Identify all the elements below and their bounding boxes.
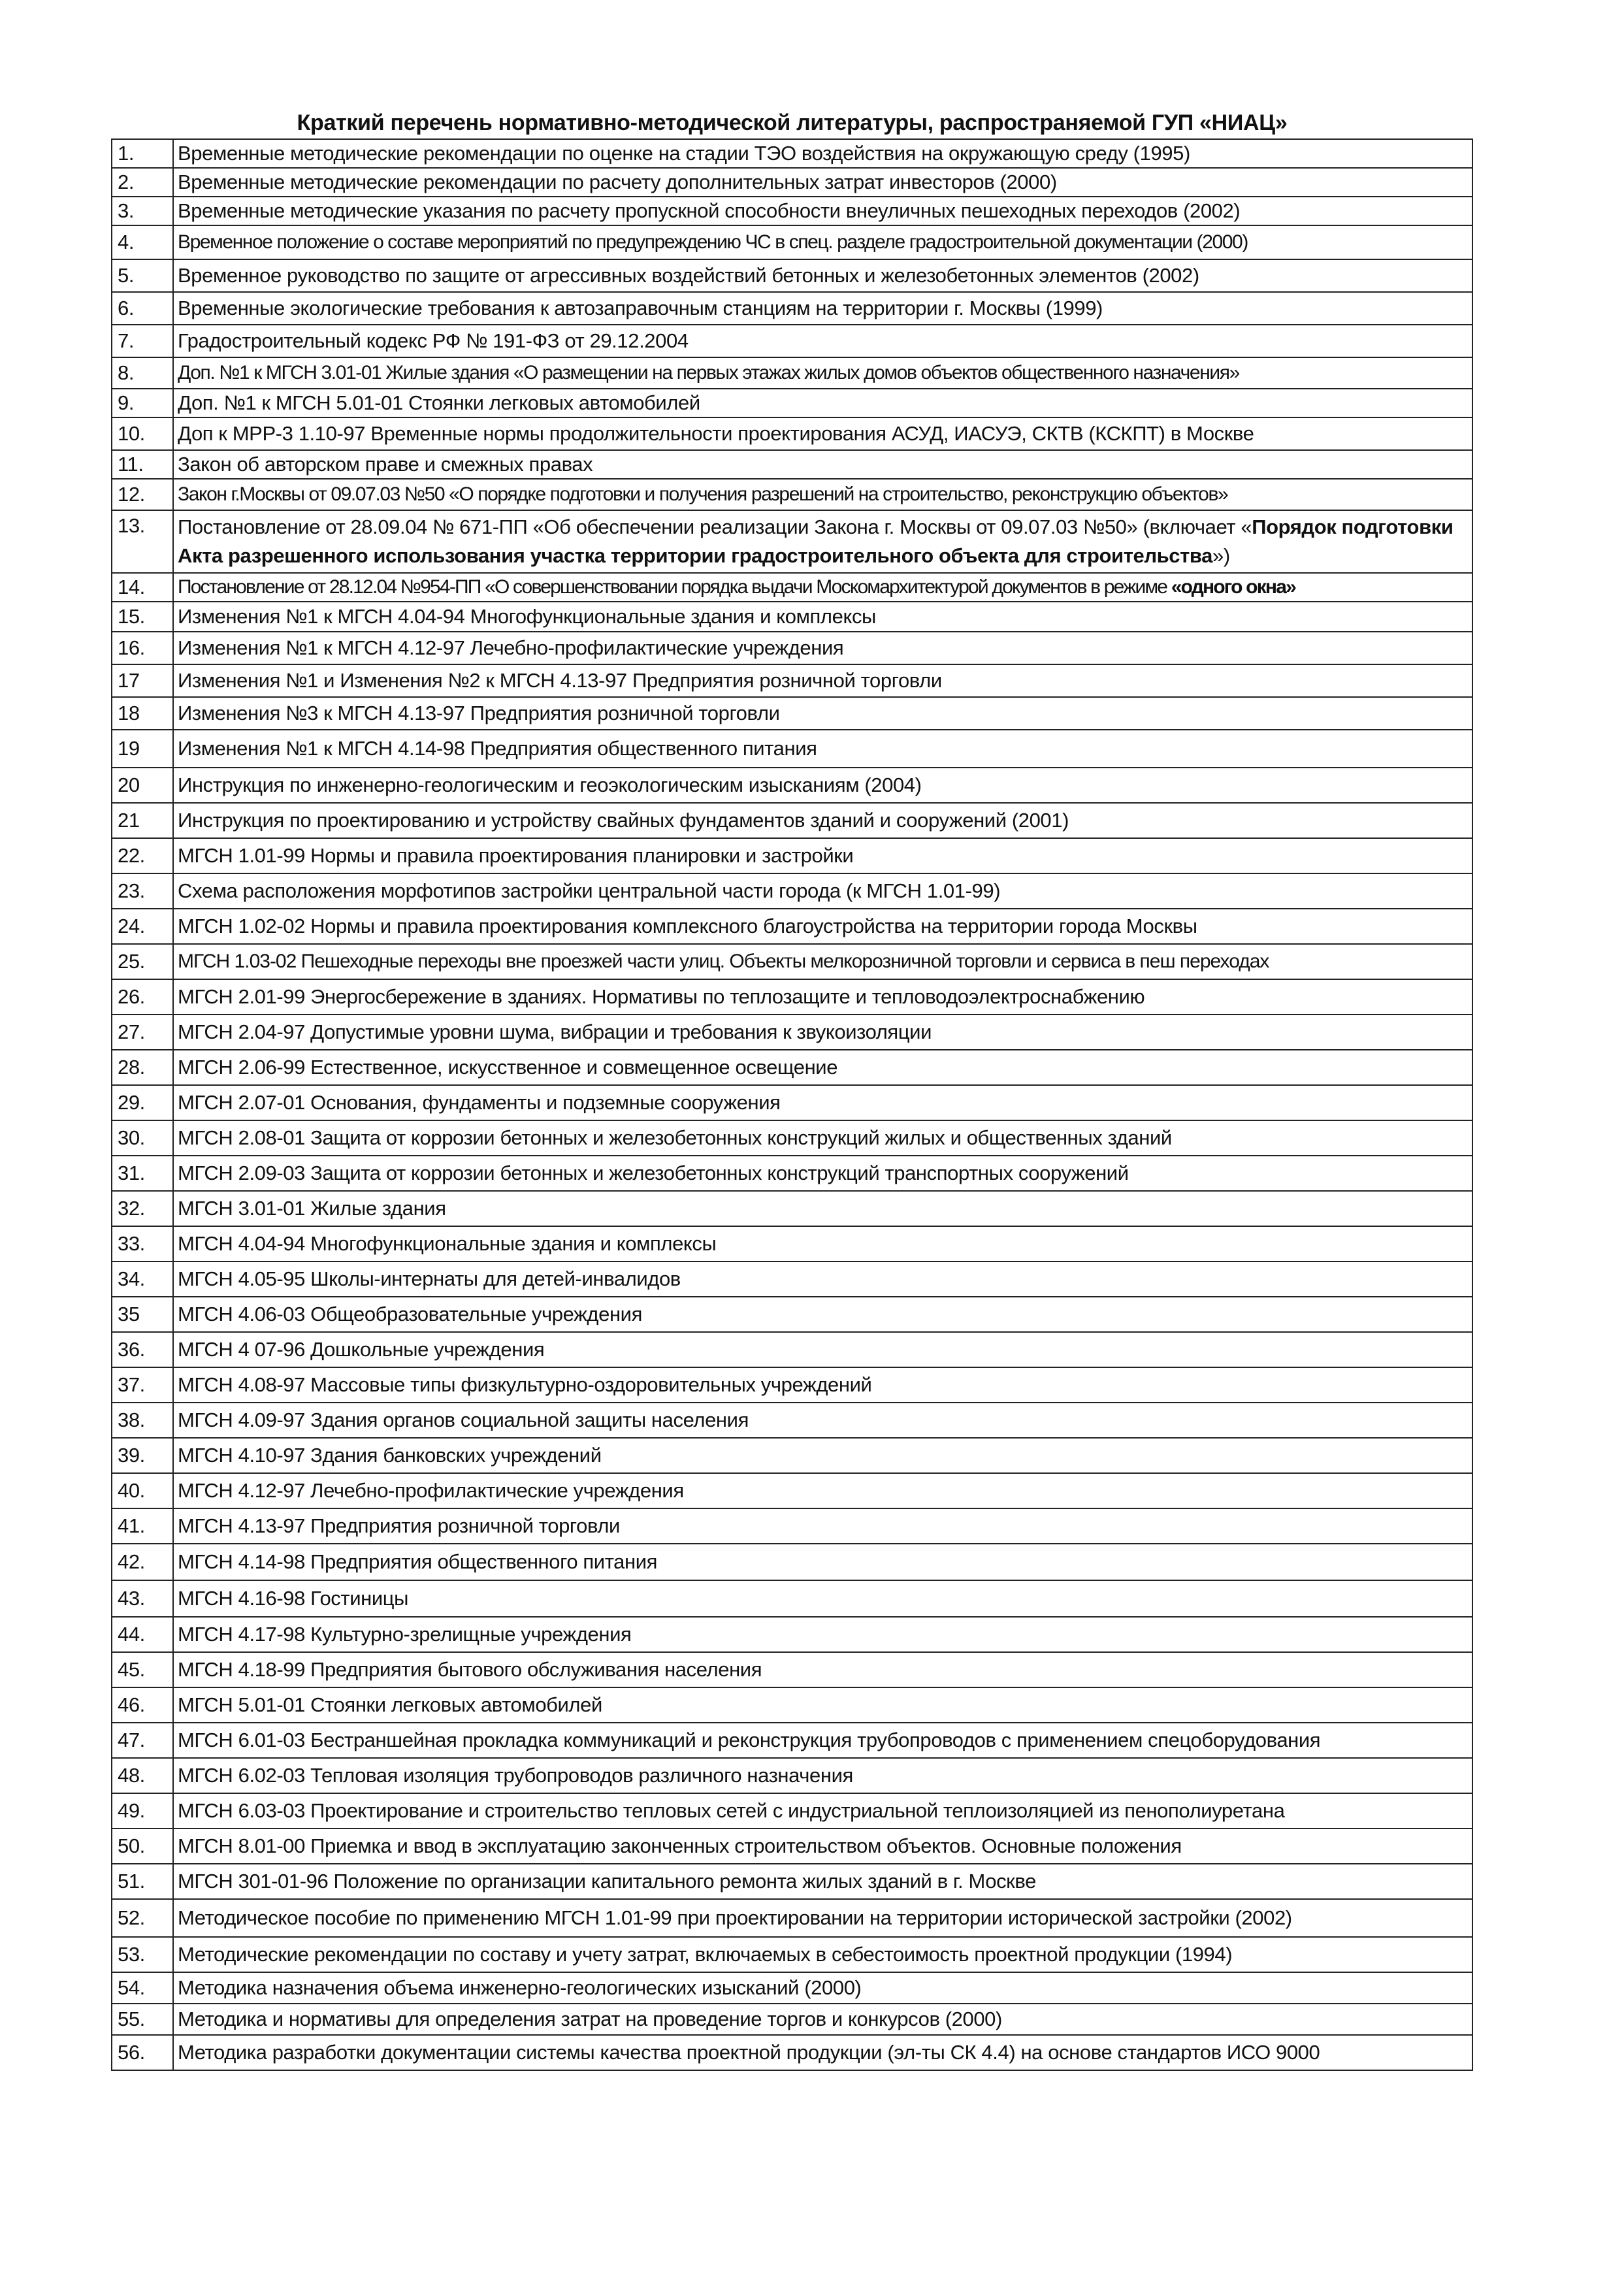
row-title: Изменения №1 к МГСН 4.12-97 Лечебно-профилактические учреждения xyxy=(173,632,1472,664)
row-number: 39. xyxy=(112,1438,173,1473)
row-title: МГСН 1.03-02 Пешеходные переходы вне проезжей части улиц. Объекты мелкорозничной торговли и сервиса в пеш переходах xyxy=(173,944,1472,979)
row-title: Временные методические указания по расчету пропускной способности внеуличных пешеходных переходов (2002) xyxy=(173,197,1472,225)
row-number: 38. xyxy=(112,1403,173,1438)
row-title: Доп к МРР-3 1.10-97 Временные нормы продолжительности проектирования АСУД, ИАСУЭ, СКТВ (КСКПТ) в Москве xyxy=(173,417,1472,450)
table-row xyxy=(112,979,1472,1015)
table-row xyxy=(112,2004,1472,2035)
table-row xyxy=(112,944,1472,979)
row-title: МГСН 4.12-97 Лечебно-профилактические учреждения xyxy=(173,1473,1472,1508)
table-row xyxy=(112,417,1472,450)
table-row xyxy=(112,1367,1472,1403)
table-row xyxy=(112,730,1472,768)
row-number: 30. xyxy=(112,1120,173,1156)
row-number: 34. xyxy=(112,1261,173,1297)
row-title: МГСН 2.07-01 Основания, фундаменты и подземные сооружения xyxy=(173,1085,1472,1120)
row-title: МГСН 4.10-97 Здания банковских учреждений xyxy=(173,1438,1472,1473)
row-title xyxy=(173,573,1472,602)
row-title: МГСН 6.01-03 Бестраншейная прокладка коммуникаций и реконструкция трубопроводов с применением спецоборудования xyxy=(173,1723,1472,1758)
row-number: 18 xyxy=(112,697,173,730)
row-title: МГСН 6.03-03 Проектирование и строительство тепловых сетей с индустриальной теплоизоляцией из пенополиуретана xyxy=(173,1793,1472,1829)
row-title: МГСН 4.16-98 Гостиницы xyxy=(173,1580,1472,1617)
row-number: 32. xyxy=(112,1191,173,1226)
row-number: 25. xyxy=(112,944,173,979)
row-title: Инструкция по проектированию и устройству свайных фундаментов зданий и сооружений (2001) xyxy=(173,803,1472,838)
row-number: 41. xyxy=(112,1508,173,1544)
row-title: МГСН 4.08-97 Массовые типы физкультурно-оздоровительных учреждений xyxy=(173,1367,1472,1403)
row-title-text-end: ») xyxy=(1212,544,1230,567)
table-row xyxy=(112,1544,1472,1580)
table-row xyxy=(112,1015,1472,1050)
row-number: 11. xyxy=(112,450,173,479)
table-row xyxy=(112,225,1472,259)
row-title: Инструкция по инженерно-геологическим и геоэкологическим изысканиям (2004) xyxy=(173,768,1472,803)
page-title: Краткий перечень нормативно-методической литературы, распространяемой ГУП «НИАЦ» xyxy=(297,110,1288,135)
table-row xyxy=(112,292,1472,325)
row-title: МГСН 301-01-96 Положение по организации капитального ремонта жилых зданий в г. Москве xyxy=(173,1864,1472,1899)
row-title xyxy=(173,510,1472,573)
row-number: 49. xyxy=(112,1793,173,1829)
row-title: Методика разработки документации системы качества проектной продукции (эл-ты СК 4.4) на основе стандартов ИСО 9000 xyxy=(173,2035,1472,2070)
row-number: 52. xyxy=(112,1899,173,1937)
row-number: 8. xyxy=(112,357,173,389)
row-title: Методические рекомендации по составу и учету затрат, включаемых в себестоимость проектной продукции (1994) xyxy=(173,1937,1472,1972)
literature-table-body xyxy=(112,139,1472,2070)
row-number: 50. xyxy=(112,1829,173,1864)
row-title: Временное положение о составе мероприятий по предупреждению ЧС в спец. разделе градостроительной документации (2000) xyxy=(173,225,1472,259)
row-number: 42. xyxy=(112,1544,173,1580)
row-title: Временные методические рекомендации по оценке на стадии ТЭО воздействия на окружающую среду (1995) xyxy=(173,139,1472,168)
row-number: 15. xyxy=(112,602,173,632)
table-row xyxy=(112,664,1472,697)
table-row xyxy=(112,1864,1472,1899)
row-number: 48. xyxy=(112,1758,173,1793)
row-title: МГСН 4.06-03 Общеобразовательные учреждения xyxy=(173,1297,1472,1332)
row-title: МГСН 4.13-97 Предприятия розничной торговли xyxy=(173,1508,1472,1544)
table-row xyxy=(112,1508,1472,1544)
row-title: МГСН 1.01-99 Нормы и правила проектирования планировки и застройки xyxy=(173,838,1472,873)
row-number: 47. xyxy=(112,1723,173,1758)
row-number: 44. xyxy=(112,1617,173,1652)
row-number: 1. xyxy=(112,139,173,168)
row-number: 16. xyxy=(112,632,173,664)
row-title: Временные экологические требования к автозаправочным станциям на территории г. Москвы (1999) xyxy=(173,292,1472,325)
table-row xyxy=(112,1580,1472,1617)
table-row xyxy=(112,1438,1472,1473)
row-title: МГСН 1.02-02 Нормы и правила проектирования комплексного благоустройства на территории города Москвы xyxy=(173,909,1472,944)
table-row xyxy=(112,1758,1472,1793)
table-row xyxy=(112,450,1472,479)
table-row xyxy=(112,1332,1472,1367)
row-number: 19 xyxy=(112,730,173,768)
row-title-text: Постановление от 28.12.04 №954-ПП «О совершенствовании порядка выдачи Москомархитектурой документов в режиме xyxy=(178,576,1171,598)
table-row xyxy=(112,1899,1472,1937)
table-row xyxy=(112,1050,1472,1085)
table-row xyxy=(112,1156,1472,1191)
row-title-bold-text: Порядок подготовки Акта разрешенного использования участка территории градостроительного объекта для строительства xyxy=(178,515,1453,567)
row-number: 27. xyxy=(112,1015,173,1050)
row-number: 17 xyxy=(112,664,173,697)
row-title: Методическое пособие по применению МГСН 1.01-99 при проектировании на территории исторической застройки (2002) xyxy=(173,1899,1472,1937)
row-number: 54. xyxy=(112,1972,173,2004)
row-number: 9. xyxy=(112,389,173,417)
row-title: Методика назначения объема инженерно-геологических изысканий (2000) xyxy=(173,1972,1472,2004)
row-title: МГСН 8.01-00 Приемка и ввод в эксплуатацию законченных строительством объектов. Основные положения xyxy=(173,1829,1472,1864)
table-row xyxy=(112,1829,1472,1864)
row-number: 40. xyxy=(112,1473,173,1508)
row-number: 20 xyxy=(112,768,173,803)
row-title: МГСН 4.18-99 Предприятия бытового обслуживания населения xyxy=(173,1652,1472,1687)
table-row xyxy=(112,697,1472,730)
row-number: 26. xyxy=(112,979,173,1015)
row-title: МГСН 2.09-03 Защита от коррозии бетонных и железобетонных конструкций транспортных сооружений xyxy=(173,1156,1472,1191)
row-title: Градостроительный кодекс РФ № 191-ФЗ от 29.12.2004 xyxy=(173,325,1472,357)
row-title: МГСН 4.05-95 Школы-интернаты для детей-инвалидов xyxy=(173,1261,1472,1297)
row-title: МГСН 5.01-01 Стоянки легковых автомобилей xyxy=(173,1687,1472,1723)
row-title: МГСН 3.01-01 Жилые здания xyxy=(173,1191,1472,1226)
row-title: Изменения №1 к МГСН 4.04-94 Многофункциональные здания и комплексы xyxy=(173,602,1472,632)
row-title: МГСН 4.09-97 Здания органов социальной защиты населения xyxy=(173,1403,1472,1438)
table-row xyxy=(112,1261,1472,1297)
row-title: Изменения №1 и Изменения №2 к МГСН 4.13-97 Предприятия розничной торговли xyxy=(173,664,1472,697)
literature-table xyxy=(111,138,1473,2071)
row-title: Изменения №1 к МГСН 4.14-98 Предприятия общественного питания xyxy=(173,730,1472,768)
row-number: 22. xyxy=(112,838,173,873)
table-row xyxy=(112,632,1472,664)
table-row xyxy=(112,1191,1472,1226)
row-title: МГСН 4.04-94 Многофункциональные здания и комплексы xyxy=(173,1226,1472,1261)
row-title: МГСН 4.14-98 Предприятия общественного питания xyxy=(173,1544,1472,1580)
table-row xyxy=(112,1403,1472,1438)
row-title: МГСН 2.04-97 Допустимые уровни шума, вибрации и требования к звукоизоляции xyxy=(173,1015,1472,1050)
row-number: 55. xyxy=(112,2004,173,2035)
row-title: Временные методические рекомендации по расчету дополнительных затрат инвесторов (2000) xyxy=(173,168,1472,197)
table-row xyxy=(112,1793,1472,1829)
table-row xyxy=(112,479,1472,510)
row-number: 24. xyxy=(112,909,173,944)
row-number: 35 xyxy=(112,1297,173,1332)
table-row xyxy=(112,838,1472,873)
row-number: 3. xyxy=(112,197,173,225)
row-number: 56. xyxy=(112,2035,173,2070)
row-number: 29. xyxy=(112,1085,173,1120)
row-number: 6. xyxy=(112,292,173,325)
table-row xyxy=(112,259,1472,292)
table-row xyxy=(112,1972,1472,2004)
row-number: 53. xyxy=(112,1937,173,1972)
row-number: 51. xyxy=(112,1864,173,1899)
table-row xyxy=(112,1723,1472,1758)
row-number: 46. xyxy=(112,1687,173,1723)
row-number: 36. xyxy=(112,1332,173,1367)
row-number: 43. xyxy=(112,1580,173,1617)
table-row xyxy=(112,139,1472,168)
row-number: 23. xyxy=(112,873,173,909)
table-row xyxy=(112,1937,1472,1972)
table-row xyxy=(112,325,1472,357)
row-number: 45. xyxy=(112,1652,173,1687)
row-title: МГСН 4 07-96 Дошкольные учреждения xyxy=(173,1332,1472,1367)
row-title: Закон об авторском праве и смежных правах xyxy=(173,450,1472,479)
table-row xyxy=(112,1085,1472,1120)
row-title: Методика и нормативы для определения затрат на проведение торгов и конкурсов (2000) xyxy=(173,2004,1472,2035)
row-number: 5. xyxy=(112,259,173,292)
table-row xyxy=(112,803,1472,838)
table-row xyxy=(112,1617,1472,1652)
row-title-text: Постановление от 28.09.04 № 671-ПП «Об обеспечении реализации Закона г. Москвы от 09.07.03 №50» (включает « xyxy=(178,515,1252,538)
row-title: Изменения №3 к МГСН 4.13-97 Предприятия розничной торговли xyxy=(173,697,1472,730)
table-row xyxy=(112,1473,1472,1508)
table-row xyxy=(112,510,1472,573)
row-number: 2. xyxy=(112,168,173,197)
row-number: 13. xyxy=(112,510,173,573)
table-row xyxy=(112,197,1472,225)
table-row xyxy=(112,909,1472,944)
table-row xyxy=(112,1687,1472,1723)
row-title: Доп. №1 к МГСН 3.01-01 Жилые здания «О размещении на первых этажах жилых домов объектов общественного назначения» xyxy=(173,357,1472,389)
row-number: 28. xyxy=(112,1050,173,1085)
row-number: 31. xyxy=(112,1156,173,1191)
row-title: МГСН 2.06-99 Естественное, искусственное и совмещенное освещение xyxy=(173,1050,1472,1085)
row-title-bold-text: «одного окна» xyxy=(1171,576,1295,598)
row-title: МГСН 4.17-98 Культурно-зрелищные учреждения xyxy=(173,1617,1472,1652)
row-number: 33. xyxy=(112,1226,173,1261)
row-title: Закон г.Москвы от 09.07.03 №50 «О порядке подготовки и получения разрешений на строительство, реконструкцию объектов» xyxy=(173,479,1472,510)
row-number: 12. xyxy=(112,479,173,510)
table-row xyxy=(112,357,1472,389)
row-title: Схема расположения морфотипов застройки центральной части города (к МГСН 1.01-99) xyxy=(173,873,1472,909)
row-number: 21 xyxy=(112,803,173,838)
row-title: Временное руководство по защите от агрессивных воздействий бетонных и железобетонных элементов (2002) xyxy=(173,259,1472,292)
table-row xyxy=(112,2035,1472,2070)
row-title: МГСН 2.01-99 Энергосбережение в зданиях. Нормативы по теплозащите и тепловодоэлектроснабжению xyxy=(173,979,1472,1015)
row-title: Доп. №1 к МГСН 5.01-01 Стоянки легковых автомобилей xyxy=(173,389,1472,417)
row-number: 7. xyxy=(112,325,173,357)
table-row xyxy=(112,1226,1472,1261)
table-row xyxy=(112,573,1472,602)
row-number: 10. xyxy=(112,417,173,450)
row-number: 37. xyxy=(112,1367,173,1403)
row-title: МГСН 2.08-01 Защита от коррозии бетонных и железобетонных конструкций жилых и общественных зданий xyxy=(173,1120,1472,1156)
row-number: 14. xyxy=(112,573,173,602)
table-row xyxy=(112,1120,1472,1156)
table-row xyxy=(112,1297,1472,1332)
row-title: МГСН 6.02-03 Тепловая изоляция трубопроводов различного назначения xyxy=(173,1758,1472,1793)
table-row xyxy=(112,1652,1472,1687)
table-row xyxy=(112,168,1472,197)
table-row xyxy=(112,768,1472,803)
table-row xyxy=(112,602,1472,632)
table-row xyxy=(112,873,1472,909)
row-number: 4. xyxy=(112,225,173,259)
table-row xyxy=(112,389,1472,417)
